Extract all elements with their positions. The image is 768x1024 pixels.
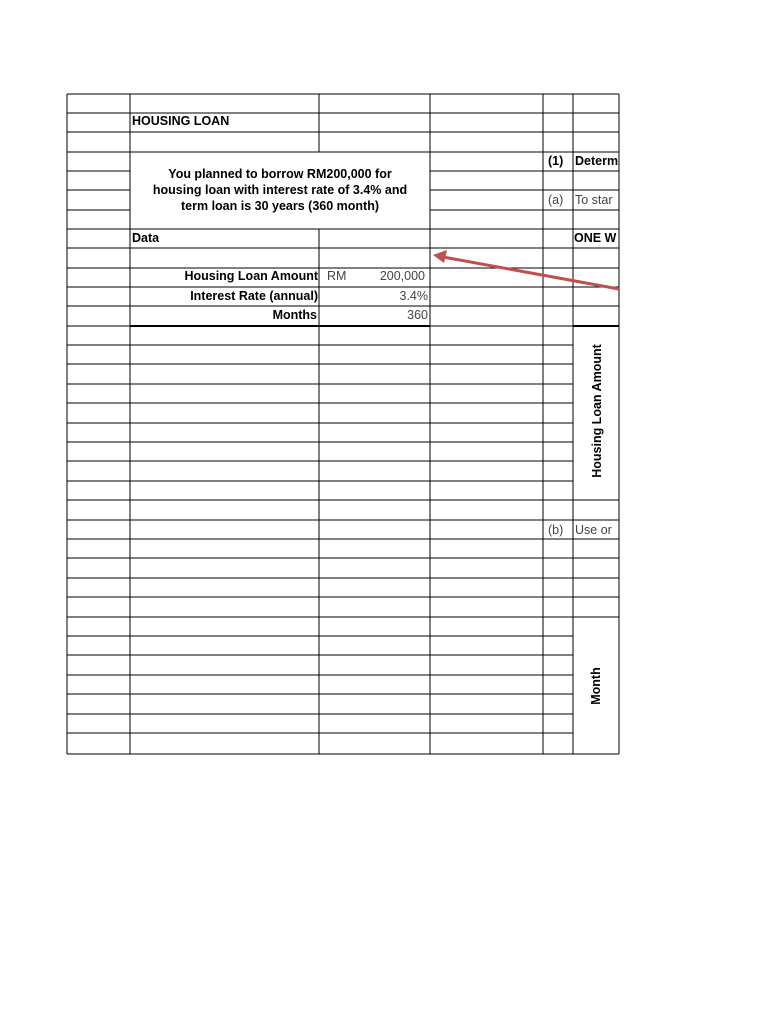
sheet-title: HOUSING LOAN <box>132 114 230 128</box>
description-line-3: term loan is 30 years (360 month) <box>181 199 379 213</box>
description-line-2: housing loan with interest rate of 3.4% and <box>152 183 408 197</box>
question-b-label: (b) <box>548 523 564 537</box>
loan-description <box>131 166 429 214</box>
question-a-text: To star <box>575 194 613 207</box>
interest-rate-value[interactable]: 3.4% <box>399 289 428 303</box>
months-value[interactable]: 360 <box>407 308 428 322</box>
vertical-housing-loan-label: Housing Loan Amount <box>590 344 604 478</box>
description-line-1: You planned to borrow RM200,000 for <box>168 167 392 181</box>
one-way-header: ONE W <box>574 232 617 245</box>
pointer-arrow-head <box>433 250 447 263</box>
question-a-label: (a) <box>548 193 564 207</box>
pointer-arrow <box>433 250 619 289</box>
question-1-text: Determ <box>575 155 619 168</box>
loan-amount-value[interactable]: 200,000 <box>379 269 425 283</box>
interest-rate-label: Interest Rate (annual) <box>190 289 318 303</box>
loan-amount-currency: RM <box>327 269 347 283</box>
vertical-month-label: Month <box>589 667 603 705</box>
pointer-arrow-shaft <box>443 257 619 289</box>
question-1-number: (1) <box>548 154 564 168</box>
loan-amount-label: Housing Loan Amount <box>184 269 318 283</box>
data-header: Data <box>132 231 160 245</box>
months-label: Months <box>272 308 317 322</box>
question-b-text: Use or <box>575 524 612 537</box>
